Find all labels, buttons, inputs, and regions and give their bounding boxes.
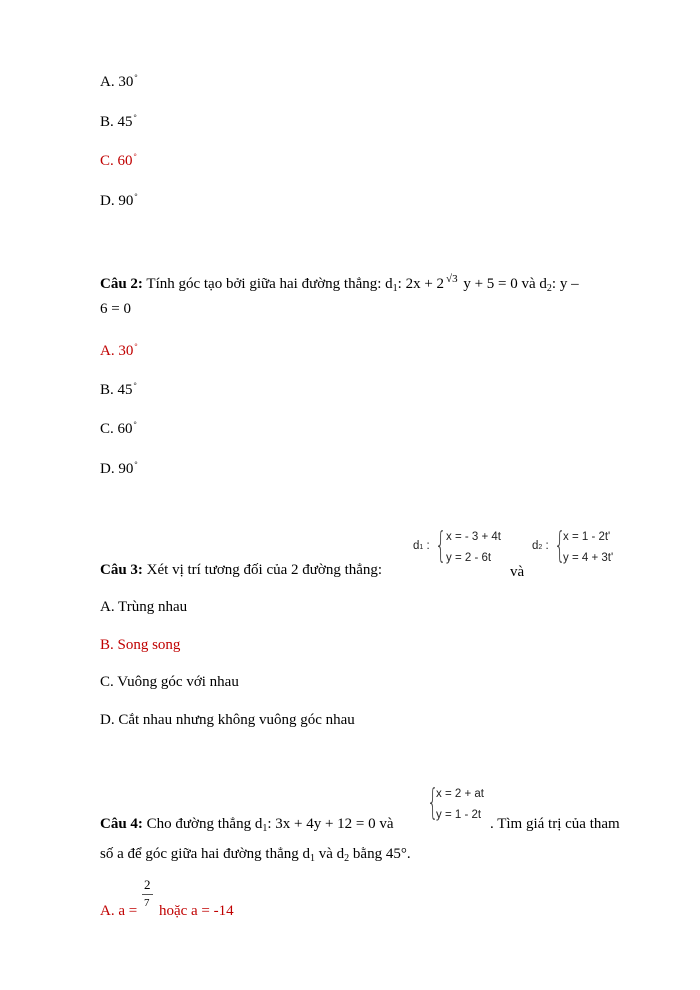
q4-label: Câu 4: xyxy=(100,816,143,832)
q1-option-a: A. 30° xyxy=(100,73,138,90)
q2-question: Câu 2: Tính góc tạo bởi giữa hai đường thẳng: $d_1$: 2x + 2 $^{√3}$ y + 5 = 0 và $d_2$: y – xyxy=(100,273,579,294)
q1-option-d: D. 90° xyxy=(100,192,138,209)
brace-icon: { xyxy=(435,525,447,566)
brace-icon: { xyxy=(427,782,439,823)
q2-option-b: B. 45° xyxy=(100,381,137,398)
sqrt3: √3 xyxy=(446,273,458,285)
q3-question: Câu 3: Xét vị trí tương đối của 2 đường thẳng: xyxy=(100,562,383,578)
q4-question-tail: . Tìm giá trị của tham xyxy=(490,816,620,832)
brace-icon: { xyxy=(554,525,566,566)
q3-option-b-correct: B. Song song xyxy=(100,637,181,653)
q2-option-a-correct: A. 30° xyxy=(100,342,138,359)
q2-question-line2: 6 = 0 xyxy=(100,301,131,317)
q3-option-a: A. Trùng nhau xyxy=(100,599,188,615)
q2-option-c: C. 60° xyxy=(100,420,137,437)
q4-option-a-correct: A. a = hoặc a = -14 xyxy=(100,903,234,919)
q1-option-c-correct: C. 60° xyxy=(100,152,137,169)
q2-option-d: D. 90° xyxy=(100,460,138,477)
q3-and: và xyxy=(510,564,525,580)
q4-question: Câu 4: Cho đường thẳng $d_1$: 3x + 4y + 12 = 0 và xyxy=(100,816,394,834)
q2-label: Câu 2: xyxy=(100,276,143,292)
q3-option-d: D. Cắt nhau nhưng không vuông góc nhau xyxy=(100,712,355,728)
q4-question-line2: số a để góc giữa hai đường thẳng $d_1$ và $d_2$ bằng 45°. xyxy=(100,846,411,864)
q1-option-b: B. 45° xyxy=(100,113,137,130)
q3-label: Câu 3: xyxy=(100,562,143,578)
q3-option-c: C. Vuông góc với nhau xyxy=(100,674,239,690)
